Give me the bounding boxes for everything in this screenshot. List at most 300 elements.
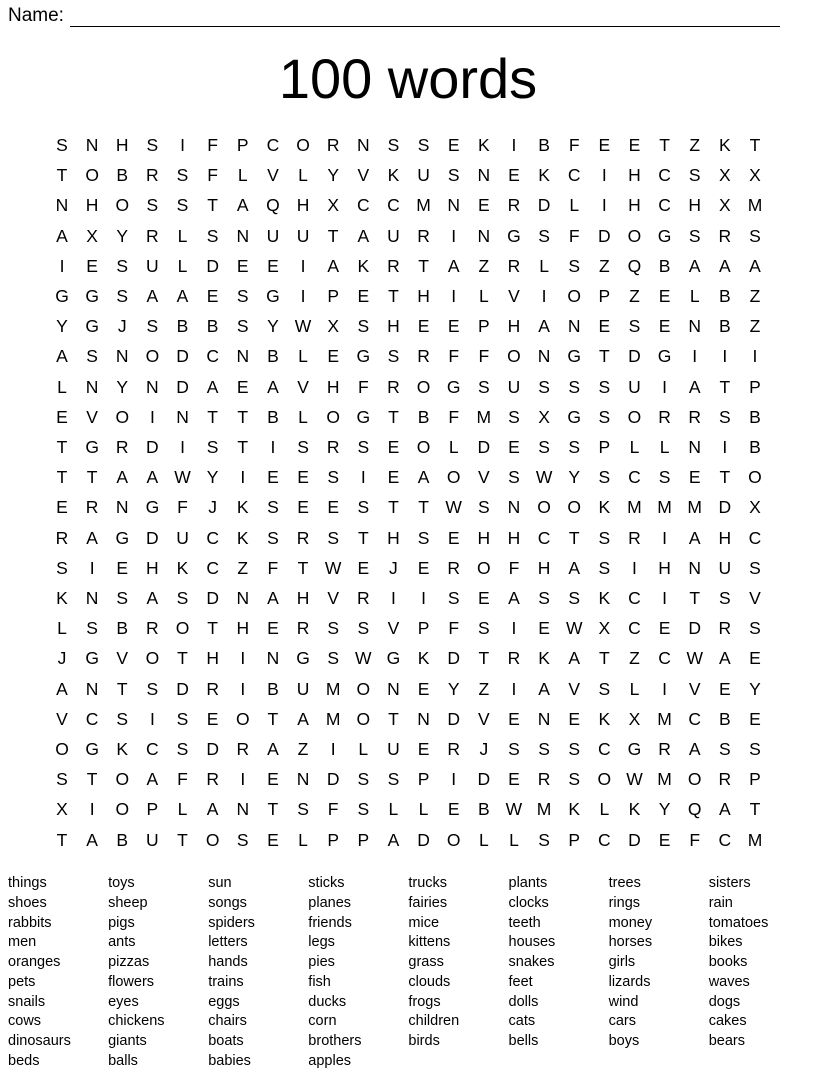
grid-letter: O [115, 769, 130, 790]
grid-letter: T [86, 769, 98, 790]
word-list-item: things [8, 875, 47, 891]
grid-letter: G [85, 286, 99, 306]
grid-letter: Z [598, 255, 610, 276]
word-list-item: chairs [208, 1013, 247, 1030]
grid-letter: P [417, 769, 430, 790]
grid-letter: X [86, 225, 98, 246]
grid-letter: E [267, 255, 279, 276]
word-list-item: snails [8, 993, 46, 1010]
grid-letter: S [598, 557, 611, 578]
grid-letter: S [327, 618, 339, 639]
grid-letter: N [507, 497, 521, 518]
grid-letter: Z [237, 557, 249, 578]
grid-letter: T [327, 225, 339, 246]
grid-letter: S [719, 588, 731, 608]
grid-letter: S [598, 678, 611, 699]
grid-letter: E [508, 437, 520, 457]
word-list-item: planes [308, 894, 352, 911]
grid-letter: D [146, 527, 159, 548]
grid-letter: A [236, 195, 249, 216]
grid-letter: B [719, 286, 731, 306]
grid-letter: C [748, 527, 762, 548]
grid-letter: W [505, 799, 523, 820]
grid-letter: D [417, 829, 430, 850]
grid-letter: K [598, 497, 611, 518]
grid-letter: S [176, 195, 189, 216]
grid-letter: V [749, 588, 761, 608]
grid-letter: E [598, 135, 611, 155]
grid-letter: S [749, 225, 761, 246]
grid-letter: P [598, 286, 611, 306]
grid-letter: E [297, 467, 309, 488]
grid-letter: P [357, 829, 370, 850]
grid-letter: N [85, 135, 99, 155]
grid-letter: Q [266, 195, 280, 216]
grid-letter: D [537, 195, 551, 216]
grid-letter: M [325, 708, 341, 729]
grid-letter: E [86, 255, 98, 276]
grid-letter: R [507, 648, 521, 669]
grid-letter: S [176, 708, 189, 729]
word-list-item: brothers [308, 1033, 362, 1049]
grid-letter: O [446, 467, 461, 488]
grid-letter: T [719, 376, 731, 397]
grid-letter: C [688, 708, 702, 729]
grid-letter: H [296, 588, 310, 608]
grid-letter: W [626, 769, 643, 790]
grid-letter: O [748, 467, 762, 488]
grid-letter: O [507, 346, 521, 367]
grid-letter: W [565, 618, 583, 639]
grid-letter: S [176, 588, 189, 608]
grid-letter: L [177, 799, 188, 820]
grid-letter: D [206, 588, 219, 608]
word-list-item: sisters [708, 875, 751, 891]
grid-letter: A [176, 286, 189, 306]
word-list-item: teeth [508, 914, 541, 931]
grid-letter: H [115, 135, 129, 155]
grid-letter: Y [267, 316, 279, 337]
word-list-item: bells [508, 1033, 539, 1049]
grid-letter: P [749, 376, 761, 397]
grid-letter: R [326, 135, 340, 155]
grid-letter: E [56, 406, 68, 427]
grid-letter: E [267, 769, 279, 790]
word-list-item: rabbits [8, 914, 52, 931]
word-list-item: friends [308, 914, 352, 931]
grid-letter: E [327, 497, 339, 518]
grid-letter: I [662, 588, 668, 608]
grid-letter: I [511, 135, 517, 155]
grid-letter: M [325, 678, 341, 699]
grid-letter: N [688, 316, 702, 337]
grid-letter: A [387, 829, 400, 850]
grid-letter: E [719, 678, 731, 699]
word-list-item: dolls [508, 993, 539, 1010]
grid-letter: V [477, 467, 490, 488]
word-list-item: rings [608, 894, 641, 911]
grid-letter: E [477, 195, 490, 216]
grid-letter: R [688, 406, 702, 427]
grid-letter: E [206, 286, 219, 306]
grid-letter: S [719, 406, 731, 427]
grid-letter: S [327, 467, 339, 488]
grid-letter: A [568, 648, 581, 669]
grid-letter: S [538, 376, 550, 397]
grid-letter: G [85, 316, 99, 337]
grid-letter: O [55, 739, 69, 759]
grid-letter: A [688, 255, 701, 276]
grid-letter: B [719, 708, 731, 729]
grid-letter: H [417, 286, 430, 306]
grid-letter: L [177, 225, 188, 246]
word-list-item: beds [8, 1052, 40, 1069]
grid-letter: T [116, 678, 128, 699]
word-list-item: children [408, 1013, 460, 1030]
grid-letter: K [56, 588, 68, 608]
grid-letter: B [176, 316, 189, 337]
grid-letter: M [416, 195, 431, 216]
grid-letter: O [687, 769, 702, 790]
grid-letter: S [598, 406, 611, 427]
grid-letter: S [86, 346, 98, 367]
grid-letter: T [689, 588, 701, 608]
grid-letter: C [387, 195, 400, 216]
grid-letter: E [447, 527, 460, 548]
grid-letter: U [296, 225, 310, 246]
word-list-item: kittens [408, 934, 451, 951]
name-label: Name: [8, 5, 64, 26]
grid-letter: R [115, 437, 129, 457]
word-list-item: balls [108, 1052, 138, 1069]
word-list-item: birds [408, 1033, 440, 1049]
grid-letter: O [477, 557, 491, 578]
grid-letter: C [146, 739, 159, 759]
grid-letter: N [236, 799, 250, 820]
name-blank-line [70, 8, 780, 27]
grid-letter: G [85, 437, 99, 457]
grid-letter: T [177, 829, 188, 850]
grid-letter: M [627, 497, 642, 518]
grid-letter: L [509, 829, 519, 850]
grid-letter: F [478, 346, 490, 367]
grid-letter: R [387, 255, 400, 276]
grid-letter: E [688, 467, 701, 488]
grid-letter: I [240, 678, 246, 699]
grid-letter: I [360, 467, 366, 488]
word-list-item: ducks [308, 993, 347, 1010]
grid-letter: D [628, 346, 641, 367]
grid-letter: T [478, 648, 490, 669]
word-list-item: grass [408, 954, 444, 970]
grid-letter: K [387, 165, 400, 186]
grid-letter: S [417, 527, 430, 548]
grid-letter: L [298, 346, 308, 367]
grid-letter: A [719, 255, 731, 276]
grid-letter: L [478, 286, 489, 306]
grid-letter: S [598, 527, 611, 548]
grid-letter: K [598, 588, 611, 608]
grid-letter: Y [658, 799, 671, 820]
grid-letter: U [296, 678, 310, 699]
grid-letter: D [447, 708, 460, 729]
grid-letter: A [56, 678, 68, 699]
grid-letter: B [267, 678, 279, 699]
word-list-item: songs [208, 894, 247, 911]
word-list-item: flowers [108, 973, 155, 990]
grid-letter: C [598, 829, 611, 850]
grid-letter: H [326, 376, 340, 397]
grid-letter: H [507, 527, 521, 548]
grid-letter: P [749, 769, 761, 790]
grid-letter: N [387, 678, 400, 699]
grid-letter: V [477, 708, 490, 729]
grid-letter: I [240, 769, 246, 790]
grid-letter: V [387, 618, 400, 639]
grid-letter: M [657, 497, 672, 518]
grid-letter: E [267, 829, 279, 850]
grid-letter: S [749, 618, 761, 639]
grid-letter: H [85, 195, 99, 216]
grid-letter: W [535, 467, 553, 488]
grid-letter: T [598, 346, 610, 367]
grid-letter: I [451, 225, 457, 246]
word-list-item: fish [308, 973, 331, 990]
grid-letter: T [86, 467, 98, 488]
grid-letter: H [296, 195, 310, 216]
grid-letter: G [657, 225, 672, 246]
grid-letter: I [511, 618, 517, 639]
grid-letter: L [629, 437, 640, 457]
grid-letter: X [628, 708, 641, 729]
grid-letter: O [235, 708, 250, 729]
grid-letter: W [355, 648, 372, 669]
grid-letter: E [477, 588, 490, 608]
grid-letter: P [598, 437, 611, 457]
grid-letter: S [568, 588, 581, 608]
grid-letter: M [536, 799, 552, 820]
grid-letter: T [568, 527, 580, 548]
grid-letter: Y [327, 165, 339, 186]
grid-letter: D [447, 648, 460, 669]
grid-letter: O [416, 437, 431, 457]
grid-letter: I [451, 769, 457, 790]
grid-letter: E [658, 618, 671, 639]
grid-letter: L [177, 255, 188, 276]
grid-letter: N [537, 708, 551, 729]
grid-letter: K [538, 648, 550, 669]
grid-letter: S [477, 618, 490, 639]
grid-letter: E [116, 557, 129, 578]
grid-letter: T [237, 437, 249, 457]
grid-letter: S [56, 135, 68, 155]
grid-letter: T [388, 708, 399, 729]
grid-letter: S [508, 467, 520, 488]
grid-letter: T [207, 618, 218, 639]
grid-letter: A [327, 255, 339, 276]
grid-letter: Z [749, 316, 761, 337]
grid-letter: R [356, 588, 370, 608]
word-list-item: sheep [108, 894, 148, 911]
grid-letter: S [538, 739, 550, 759]
grid-letter: S [116, 255, 129, 276]
grid-letter: E [568, 708, 581, 729]
grid-letter: A [206, 376, 219, 397]
grid-letter: Q [687, 799, 702, 820]
grid-letter: F [508, 557, 520, 578]
grid-letter: S [568, 255, 581, 276]
grid-letter: F [177, 769, 188, 790]
grid-letter: N [115, 346, 129, 367]
grid-letter: N [477, 225, 491, 246]
grid-letter: B [116, 165, 129, 186]
grid-letter: T [237, 406, 249, 427]
grid-letter: Z [297, 739, 309, 759]
grid-letter: T [388, 497, 399, 518]
grid-letter: E [417, 678, 430, 699]
grid-letter: R [55, 527, 69, 548]
grid-letter: K [538, 165, 550, 186]
grid-letter: S [86, 618, 98, 639]
grid-letter: B [206, 316, 219, 337]
grid-letter: S [236, 316, 249, 337]
grid-letter: D [718, 497, 732, 518]
grid-letter: V [508, 286, 520, 306]
word-list-item: sticks [308, 875, 345, 891]
grid-letter: B [538, 135, 550, 155]
word-list-item: fairies [408, 894, 448, 911]
grid-letter: N [236, 588, 250, 608]
grid-letter: K [568, 799, 581, 820]
grid-letter: K [417, 648, 430, 669]
grid-letter: T [56, 437, 68, 457]
word-list-item: trains [208, 973, 244, 990]
grid-letter: A [688, 527, 701, 548]
grid-letter: K [719, 135, 731, 155]
grid-letter: U [176, 527, 189, 548]
word-list-item: men [8, 934, 37, 951]
grid-letter: W [445, 497, 462, 518]
grid-letter: R [206, 769, 219, 790]
grid-letter: O [356, 708, 371, 729]
grid-letter: A [688, 739, 701, 759]
grid-letter: G [296, 648, 310, 669]
grid-letter: U [146, 255, 159, 276]
grid-letter: T [177, 648, 188, 669]
grid-letter: X [719, 165, 731, 186]
grid-letter: T [388, 286, 399, 306]
grid-letter: I [601, 195, 607, 216]
grid-letter: U [387, 225, 400, 246]
grid-letter: J [208, 497, 218, 518]
grid-letter: T [56, 165, 68, 186]
grid-letter: K [598, 708, 611, 729]
word-list-item: legs [308, 934, 335, 951]
grid-letter: H [718, 527, 732, 548]
grid-letter: L [298, 829, 308, 850]
grid-letter: R [447, 557, 460, 578]
grid-letter: I [601, 165, 607, 186]
grid-letter: E [628, 135, 641, 155]
grid-letter: R [718, 769, 732, 790]
word-list-item: ants [108, 934, 136, 951]
grid-letter: C [206, 527, 219, 548]
grid-letter: U [507, 376, 521, 397]
grid-letter: S [508, 739, 520, 759]
grid-letter: B [417, 406, 430, 427]
grid-letter: S [357, 497, 370, 518]
grid-letter: I [541, 286, 547, 306]
grid-letter: L [689, 286, 700, 306]
grid-letter: H [507, 316, 521, 337]
grid-letter: L [478, 829, 489, 850]
grid-letter: O [356, 678, 371, 699]
grid-letter: S [116, 588, 129, 608]
grid-letter: B [116, 618, 129, 639]
grid-letter: F [207, 135, 218, 155]
grid-letter: I [149, 406, 155, 427]
grid-letter: S [297, 437, 309, 457]
grid-letter: S [749, 739, 761, 759]
grid-letter: R [417, 225, 430, 246]
grid-letter: G [446, 376, 461, 397]
grid-letter: F [448, 618, 460, 639]
grid-letter: T [388, 406, 399, 427]
grid-letter: N [356, 135, 370, 155]
grid-letter: L [358, 739, 369, 759]
grid-letter: K [357, 255, 370, 276]
grid-letter: S [387, 135, 400, 155]
grid-letter: R [236, 739, 250, 759]
grid-letter: T [267, 708, 279, 729]
grid-letter: N [266, 648, 280, 669]
word-list-item: feet [508, 973, 533, 990]
word-list-item: oranges [8, 954, 61, 970]
grid-letter: A [146, 286, 159, 306]
word-list-item: hands [208, 954, 248, 970]
grid-letter: U [266, 225, 280, 246]
grid-letter: N [688, 557, 702, 578]
grid-letter: S [628, 316, 641, 337]
grid-letter: O [567, 497, 582, 518]
grid-letter: B [719, 316, 731, 337]
grid-letter: N [85, 376, 99, 397]
grid-letter: O [446, 829, 461, 850]
grid-letter: S [538, 588, 550, 608]
grid-letter: I [451, 286, 457, 306]
grid-letter: S [658, 467, 671, 488]
grid-letter: A [538, 316, 550, 337]
word-list-item: trees [608, 875, 641, 891]
grid-letter: Z [749, 286, 761, 306]
grid-letter: L [298, 406, 308, 427]
word-list-item: pets [8, 973, 36, 990]
grid-letter: Y [749, 678, 761, 699]
grid-letter: G [356, 346, 371, 367]
grid-letter: I [330, 739, 336, 759]
grid-letter: C [206, 346, 219, 367]
grid-letter: A [56, 225, 68, 246]
grid-letter: J [389, 557, 398, 578]
grid-letter: E [658, 286, 671, 306]
grid-letter: T [56, 467, 68, 488]
grid-letter: N [85, 678, 99, 699]
grid-letter: B [116, 829, 129, 850]
page-title: 100 words [278, 47, 538, 110]
grid-letter: C [537, 527, 551, 548]
grid-letter: L [388, 799, 399, 820]
grid-letter: O [145, 648, 160, 669]
